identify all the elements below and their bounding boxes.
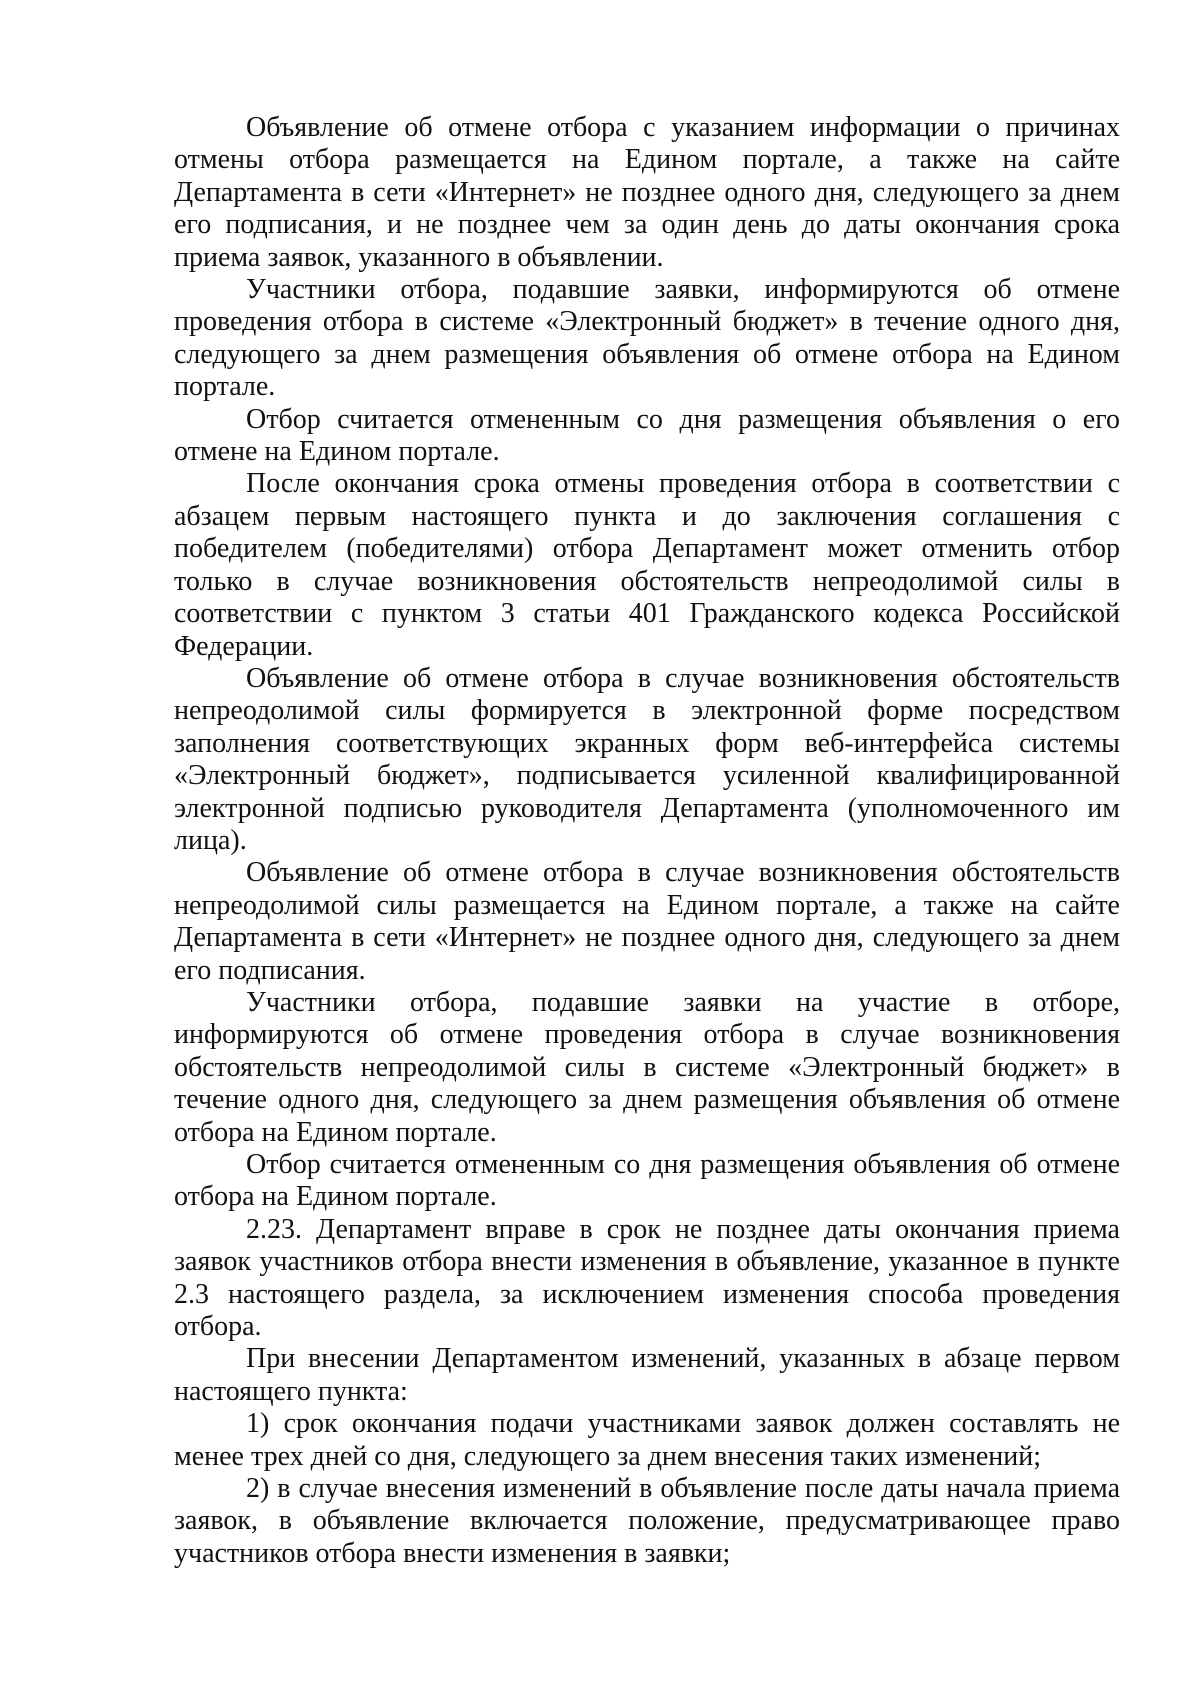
paragraph-force-majeure-cancellation: После окончания срока отмены проведения отбора в соответствии с абзацем первым настоящего пункта и до заключения соглашения с победителем (победителями) отбора Департамент может отменить отбор только в случае возникновения обстоятельств непреодолимой силы в соответствии с пунктом 3 статьи 401 Гражданского кодекса Российской Федерации. xyxy=(174,468,1120,662)
paragraph-force-majeure-cancellation-effective: Отбор считается отмененным со дня размещения объявления об отмене отбора на Едином портале. xyxy=(174,1149,1120,1213)
paragraph-clause-2-23: 2.23. Департамент вправе в срок не позднее даты окончания приема заявок участников отбора внести изменения в объявление, указанное в пункте 2.3 настоящего раздела, за исключением изменения способа проведения отбора. xyxy=(174,1213,1120,1343)
paragraph-list-item-1: 1) срок окончания подачи участниками заявок должен составлять не менее трех дней со дня, следующего за днем внесения таких изменений; xyxy=(174,1408,1120,1472)
paragraph-list-item-2: 2) в случае внесения изменений в объявление после даты начала приема заявок, в объявление включается положение, предусматривающее право участников отбора внести изменения в заявки; xyxy=(174,1473,1120,1569)
paragraph-changes-intro: При внесении Департаментом изменений, указанных в абзаце первом настоящего пункта: xyxy=(174,1343,1120,1407)
document-page xyxy=(174,112,1120,1570)
paragraph-force-majeure-announcement-posting: Объявление об отмене отбора в случае возникновения обстоятельств непреодолимой силы размещается на Едином портале, а также на сайте Департамента в сети «Интернет» не позднее одного дня, следующего за днем его подписания. xyxy=(174,857,1120,986)
paragraph-cancellation-effective: Отбор считается отмененным со дня размещения объявления о его отмене на Едином портале. xyxy=(174,403,1120,468)
paragraph-cancellation-announcement: Объявление об отмене отбора с указанием информации о причинах отмены отбора размещается на Едином портале, а также на сайте Департамента в сети «Интернет» не позднее одного дня, следующего за днем его подписания, и не позднее чем за один день до даты окончания срока приема заявок, указанного в объявлении. xyxy=(174,112,1120,273)
paragraph-force-majeure-participants-informed: Участники отбора, подавшие заявки на участие в отборе, информируются об отмене проведения отбора в случае возникновения обстоятельств непреодолимой силы в системе «Электронный бюджет» в течение одного дня, следующего за днем размещения объявления об отмене отбора на Едином портале. xyxy=(174,986,1120,1148)
paragraph-force-majeure-announcement-form: Объявление об отмене отбора в случае возникновения обстоятельств непреодолимой силы формируется в электронной форме посредством заполнения соответствующих экранных форм веб-интерфейса системы «Электронный бюджет», подписывается усиленной квалифицированной электронной подписью руководителя Департамента (уполномоченного им лица). xyxy=(174,662,1120,856)
paragraph-participants-informed: Участники отбора, подавшие заявки, информируются об отмене проведения отбора в системе «Электронный бюджет» в течение одного дня, следующего за днем размещения объявления об отмене отбора на Едином портале. xyxy=(174,274,1120,403)
